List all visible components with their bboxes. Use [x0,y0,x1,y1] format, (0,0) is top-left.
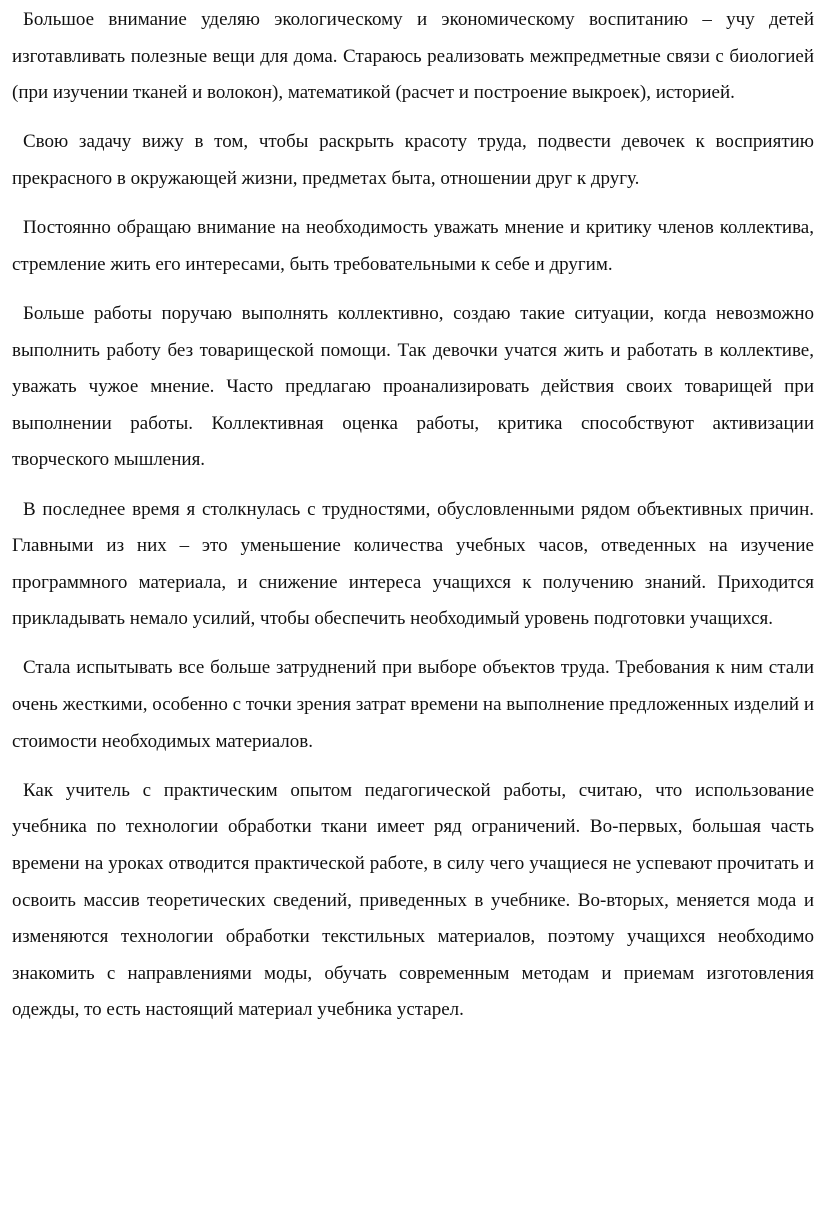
paragraph-beauty-of-labor: Свою задачу вижу в том, чтобы раскрыть красоту труда, подвести девочек к восприятию прекрасного в окружающей жизни, предметах быта, отношении друг к другу. [12,131,814,189]
paragraph-team-respect: Постоянно обращаю внимание на необходимость уважать мнение и критику членов коллектива, стремление жить его интересами, быть требовательными к себе и другим. [12,217,814,275]
paragraph-difficulties: В последнее время я столкнулась с трудностями, обусловленными рядом объективных причин. Главными из них – это уменьшение количества учебных часов, отведенных на изучение программного материала, и снижение интереса учащихся к получению знаний. Приходится прикладывать немало усилий, чтобы обеспечить необходимый уровень подготовки учащихся. [12,498,814,630]
paragraph-ecology-upbringing: Большое внимание уделяю экологическому и экономическому воспитанию – учу детей изготавливать полезные вещи для дома. Стараюсь реализовать межпредметные связи с биологией (при изучении тканей и волокон), математикой (расчет и построение выкроек), историей. [12,9,814,104]
paragraph-labor-objects: Стала испытывать все больше затруднений при выборе объектов труда. Требования к ним стали очень жесткими, особенно с точки зрения затрат времени на выполнение предложенных изделий и стоимости необходимых материалов. [12,657,814,752]
paragraph-textbook-limits: Как учитель с практическим опытом педагогической работы, считаю, что использование учебника по технологии обработки ткани имеет ряд ограничений. Во-первых, большая часть времени на уроках отводится практической работе, в силу чего учащиеся не успевают прочитать и освоить массив теоретических сведений, приведенных в учебнике. Во-вторых, меняется мода и изменяются технологии обработки текстильных материалов, поэтому учащихся необходимо знакомить с направлениями моды, обучать современным методам и приемам изготовления одежды, то есть настоящий материал учебника устарел. [12,779,814,1021]
paragraph-collective-work: Больше работы поручаю выполнять коллективно, создаю такие ситуации, когда невозможно выполнить работу без товарищеской помощи. Так девочки учатся жить и работать в коллективе, уважать чужое мнение. Часто предлагаю проанализировать действия своих товарищей при выполнении работы. Коллективная оценка работы, критика способствуют активизации творческого мышления. [12,302,814,471]
